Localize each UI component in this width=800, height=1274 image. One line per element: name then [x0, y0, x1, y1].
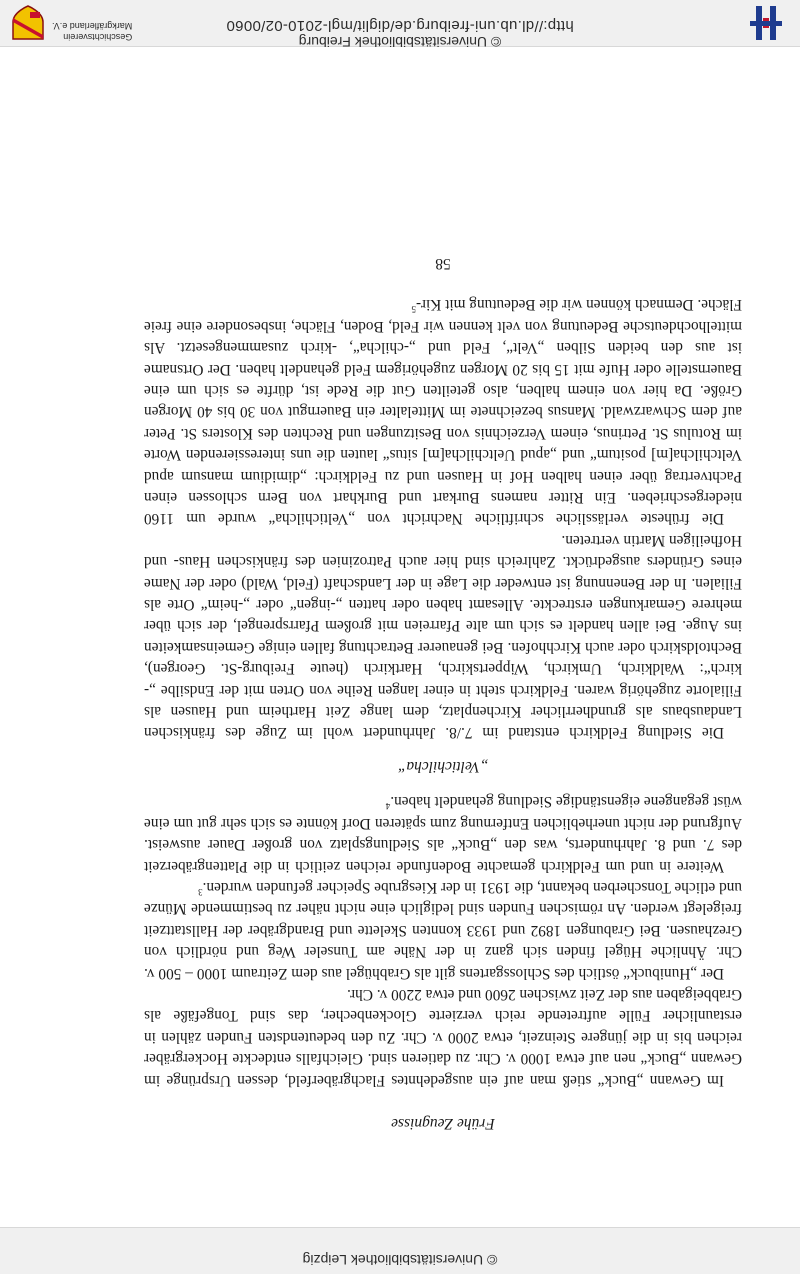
cropped-footer-bar	[0, 1227, 800, 1274]
section-heading: Frühe Zeugnisse	[391, 1115, 495, 1132]
cropped-copyright-text: © Universitätsbibliothek Leipzig	[302, 1252, 498, 1268]
document-url-link[interactable]: http://dl.ub.uni-freiburg.de/diglit/mgl-2010-02/0060	[226, 17, 574, 34]
coat-of-arms-icon	[10, 4, 46, 42]
document-body	[144, 253, 742, 1134]
paragraph: Die Siedlung Feldkirch entstand im 7./8. Jahrhundert wohl im Zuge des fränkischen Landausbaus als grundherrlicher Kirchenplatz, dem lange Zeit Hartheim und Hausen als Filialorte zugehörig waren. Feldkirch steht in einer langen Reihe von Orten mit der Endsilbe „-kirch“: Waldkirch, Umkirch, Wippertskirch, Hartkirch (heute Freiburg-St. Georgen), Bechtoldskirch oder auch Kirchhofen. Bei genauerer Betrachtung fallen einige Gemeinsamkeiten ins Auge. Bei allen handelt es sich um alte Pfarreien mit großem Pfarrsprengel, der sich über mehrere Gemarkungen erstreckte. Allesamt haben oder hatten „-ingen“ oder „-heim“ Orte als Filialen. In der Benennung ist entweder die Lage in der Landschaft (Feld, Wald) oder der Name eines Gründers ausgedrückt. Zahlreich sind hier auch Patrozinien des fränkischen Haus- und Hofheiligen Martin vertreten.	[144, 531, 742, 742]
page-number: 58	[435, 254, 451, 272]
paragraph: Im Gewann „Buck“ stieß man auf ein ausgedehntes Flachgräberfeld, dessen Ursprünge im Gewann „Buck“ nen auf etwa 1000 v. Chr. zu datieren sind. Gleichfalls entdeckte Hockergräber reichen bis in die jüngere Steinzeit, etwa 2000 v. Chr. Zu den bedeutendsten Funden zählen in erstaunlicher Fülle auftretende reich verzierte Glockenbecher, das sind Tongefäße als Grabbeigaben aus der Zeit zwischen 2600 und etwa 2200 v. Chr.	[144, 985, 742, 1089]
paragraph: Weitere in und um Feldkirch gemachte Bodenfunde reichen zeitlich in die Plattengräberzeit des 7. und 8. Jahrhunderts, was den „Buck“ als Siedlungsplatz von großer Dauer ausweist. Aufgrund der nicht unerheblichen Entfernung zum späteren Dorf könnte es sich sehr gut um eine wüst gegangene eigenständige Siedlung gehandelt haben.$^4$	[144, 793, 742, 875]
copyright-text: © Universitätsbibliothek Freiburg	[298, 34, 502, 50]
paragraph: Die früheste verlässliche schriftliche Nachricht von „Veltichilcha“ wurde um 1160 niedergeschrieben. Ein Ritter namens Burkart und Burkhart von Bern schlossen einen Pachtvertrag über einen halben Hof in Hausen und zu Feldkirch: „dimidium mansum apud Veltchilcha[m] positum“ und „apud Ueltchilcha[m] situs“ lauten die uns interessierenden Worte im Rotulus St. Petrinus, einem Verzeichnis von Besitzungen und Rechten des Klosters St. Peter auf dem Schwarzwald. Mansus bezeichnete im Mittelalter ein Bauerngut von 30 bis 40 Morgen Größe. Da hier von einem halben, also geteilten Gut die Rede ist, dürfte es sich um eine Bauernstelle oder Hufe mit 15 bis 20 Morgen zugehörigem Feld gehandelt haben. Der Ortsname ist aus den beiden Silben „Velt“, Feld und „-chilcha“, -kirch zusammengesetzt. Als mittelhochdeutsche Bedeutung von velt kennen wir Feld, Boden, Fläche, insbesondere eine freie Fläche. Demnach können wir die Bedeutung mit Kir-$^5$	[144, 296, 742, 528]
footnote-ref: 3	[198, 887, 203, 898]
footnote-ref: 5	[411, 304, 417, 315]
society-name: Geschichtsverein Markgräflerland e.V.	[52, 21, 133, 42]
section-heading: „Veltichilcha“	[397, 757, 489, 775]
paragraph: Der „Hunibuck“ östlich des Schlossgartens gilt als Grabhügel aus dem Zeitraum 1000 – 500 v. Chr. Ähnliche Hügel finden sich ganz in der Nähe am Tunseler Weg und nördlich von Grezhausen. Bei Grabungen 1892 und 1933 konnten Skelette und Brandgräber der Hallstattzeit freigelegt werden. An römischen Funden sind lediglich eine nicht näher zu bestimmende Münze und etliche Tonscherben bekannt, die 1931 in der Kiesgrube Speicher gefunden wurden.$^3$	[144, 878, 742, 982]
footnote-ref: 4	[385, 801, 391, 812]
provenance-bar	[0, 0, 800, 50]
